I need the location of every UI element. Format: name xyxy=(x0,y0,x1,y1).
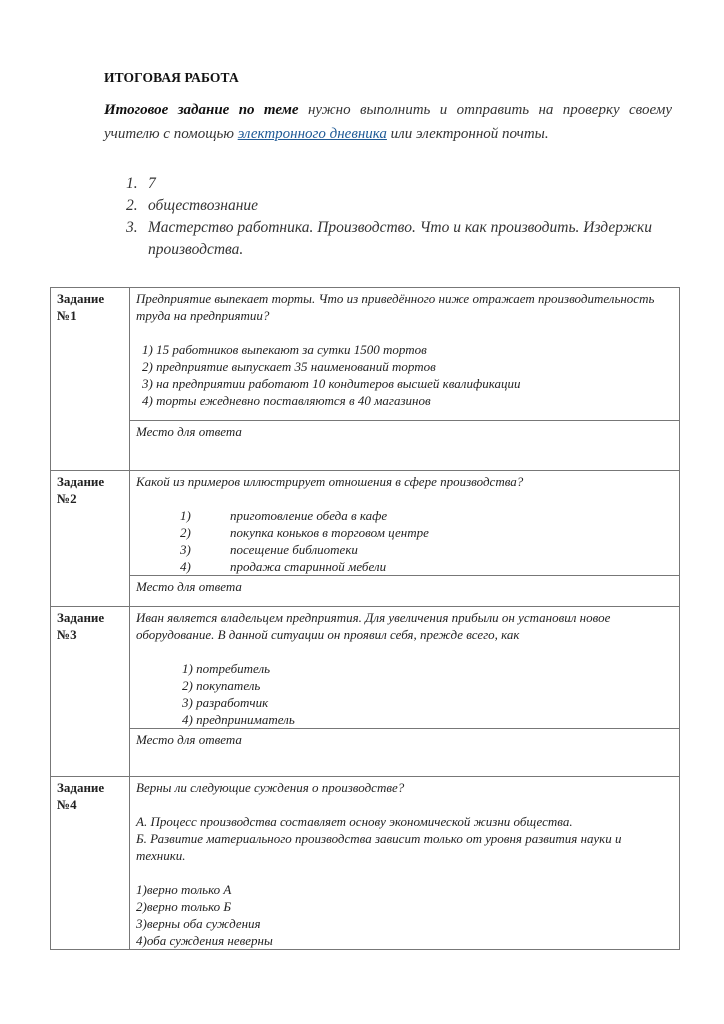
task-label: Задание №3 xyxy=(51,607,130,777)
task-question-cell xyxy=(130,471,680,576)
task-question: Предприятие выпекает торты. Что из приведённого ниже отражает производительность труда на предприятии? xyxy=(136,291,655,323)
task-options xyxy=(136,660,673,728)
tasks-table xyxy=(50,287,680,950)
option-number: 2) xyxy=(180,525,191,540)
meta-text: обществознание xyxy=(148,197,259,214)
task-question: Иван является владельцем предприятия. Для увеличения прибыли он установил новое оборудование. В данной ситуации он проявил себя, прежде всего, как xyxy=(136,610,611,642)
meta-item-subject xyxy=(126,195,724,217)
answer-field[interactable]: Место для ответа xyxy=(130,576,680,607)
task-row-1 xyxy=(51,288,680,421)
option: 4)оба суждения неверны xyxy=(136,933,273,948)
intro-text-2: или электронной почты. xyxy=(386,126,549,142)
task-options xyxy=(136,881,673,949)
task-options xyxy=(136,507,673,575)
option: 1) потребитель xyxy=(182,661,271,676)
option: 2) предприятие выпускает 35 наименований тортов xyxy=(142,359,436,374)
meta-num: 3. xyxy=(126,219,138,236)
option-number: 3) xyxy=(180,542,191,557)
option-text: приготовление обеда в кафе xyxy=(230,508,388,523)
task-question: Какой из примеров иллюстрирует отношения в сфере производства? xyxy=(136,474,524,489)
option: 3) разработчик xyxy=(182,695,269,710)
answer-row-2 xyxy=(51,576,680,607)
option: 2) покупатель xyxy=(182,678,261,693)
intro-bold: Итоговое задание по теме xyxy=(104,102,299,118)
option: 2)верно только Б xyxy=(136,899,232,914)
answer-field[interactable]: Место для ответа xyxy=(130,729,680,777)
option: 3) на предприятии работают 10 кондитеров высшей квалификации xyxy=(142,376,521,391)
task-label: Задание №1 xyxy=(51,288,130,471)
meta-list xyxy=(126,173,724,261)
answer-row-3 xyxy=(51,729,680,777)
task-row-2 xyxy=(51,471,680,576)
option xyxy=(136,541,673,558)
meta-text: 7 xyxy=(148,175,156,192)
task-label: Задание №2 xyxy=(51,471,130,607)
meta-num: 2. xyxy=(126,197,138,214)
meta-item-grade xyxy=(126,173,724,195)
option: 3)верны оба суждения xyxy=(136,916,261,931)
answer-row-1 xyxy=(51,421,680,471)
option: 1)верно только А xyxy=(136,882,232,897)
electronic-diary-link[interactable]: электронного дневника xyxy=(237,126,387,142)
option-text: покупка коньков в торговом центре xyxy=(230,525,429,540)
document-title: ИТОГОВАЯ РАБОТА xyxy=(104,70,239,85)
meta-num: 1. xyxy=(126,175,138,192)
meta-item-topic xyxy=(126,217,724,261)
option: 1) 15 работников выпекают за сутки 1500 тортов xyxy=(142,342,427,357)
option: 4) предприниматель xyxy=(182,712,295,727)
option-text: посещение библиотеки xyxy=(230,542,358,557)
task-question-cell xyxy=(130,288,680,421)
task-options xyxy=(136,341,673,409)
option xyxy=(136,507,673,524)
intro-paragraph xyxy=(104,98,672,146)
task-question: Верны ли следующие суждения о производстве? xyxy=(136,780,405,795)
option xyxy=(136,558,673,575)
option xyxy=(136,524,673,541)
option: 4) торты ежедневно поставляются в 40 магазинов xyxy=(142,393,431,408)
task-question-cell xyxy=(130,777,680,950)
task-label: Задание №4 xyxy=(51,777,130,950)
option-text: продажа старинной мебели xyxy=(230,559,387,574)
intro-text-1: нужно выполнить и отправить на проверку своему учителю с помощью xyxy=(104,102,672,142)
statement-b: Б. Развитие материального производства зависит только от уровня развития науки и техники. xyxy=(136,831,622,863)
option-number: 4) xyxy=(180,559,191,574)
statement-a: А. Процесс производства составляет основу экономической жизни общества. xyxy=(136,814,573,829)
answer-field[interactable]: Место для ответа xyxy=(130,421,680,471)
option-number: 1) xyxy=(180,508,191,523)
task-row-3 xyxy=(51,607,680,729)
task-row-4 xyxy=(51,777,680,950)
task-question-cell xyxy=(130,607,680,729)
meta-text: Мастерство работника. Производство. Что и как производить. Издержки производства. xyxy=(148,219,652,258)
